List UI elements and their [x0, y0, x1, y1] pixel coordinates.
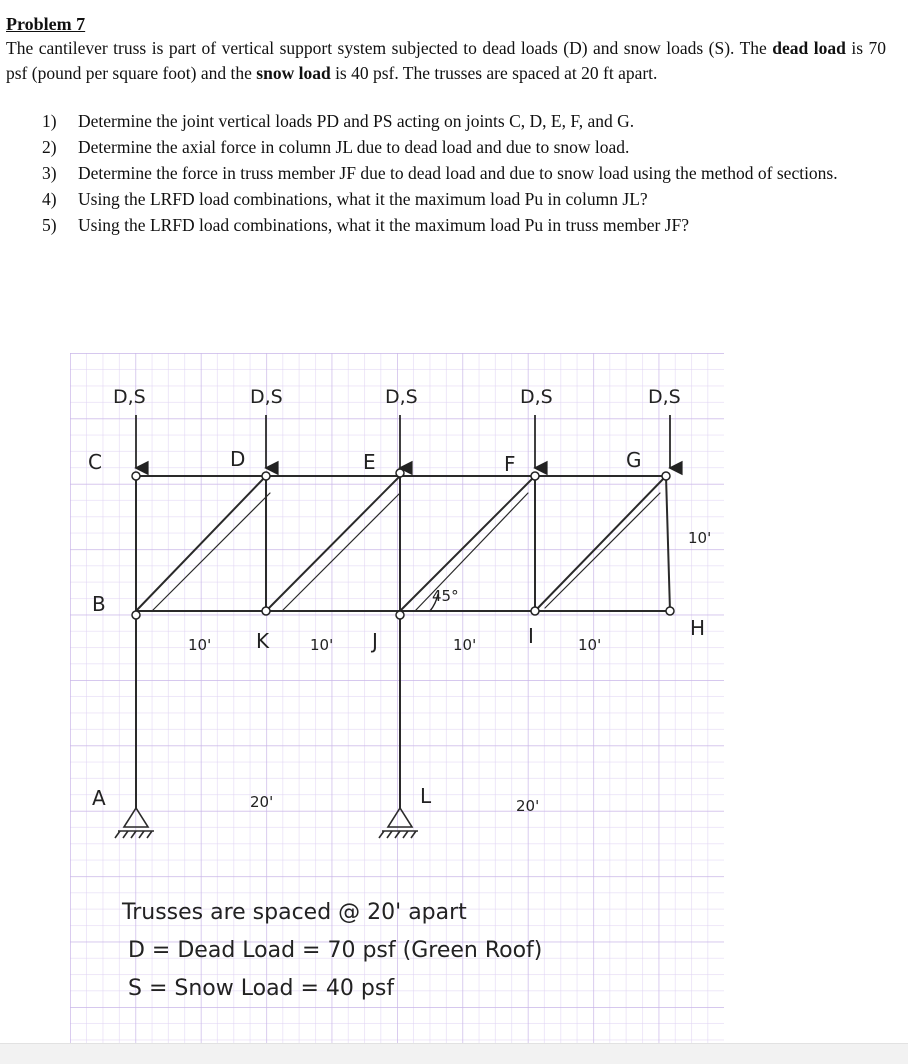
load-label-c: D,S [113, 386, 146, 408]
note-dead-load: D = Dead Load = 70 psf (Green Roof) [128, 938, 543, 963]
question-item: 4) Using the LRFD load combinations, what it the maximum load Pu in column JL? [42, 189, 648, 209]
joint-label-l: L [420, 784, 432, 808]
dim-ab-span: 20' [250, 793, 274, 811]
joint-label-b: B [92, 592, 106, 616]
joint-label-i: I [528, 624, 534, 648]
joint-label-c: C [88, 450, 102, 474]
truss-sketch [70, 353, 724, 1045]
load-label-f: D,S [520, 386, 553, 408]
question-list [6, 108, 886, 238]
dim-l-overhang: 20' [516, 797, 540, 815]
dim-gh: 10' [688, 529, 712, 547]
dim-ji: 10' [453, 636, 477, 654]
joint-label-e: E [363, 450, 376, 474]
bottom-bar [0, 1043, 908, 1064]
problem-title: Problem 7 [6, 14, 86, 34]
truss-figure [70, 353, 724, 1045]
joint-label-j: J [372, 629, 378, 653]
load-label-g: D,S [648, 386, 681, 408]
joint-label-d: D [230, 447, 246, 471]
joint-label-h: H [690, 616, 706, 640]
dim-kj: 10' [310, 636, 334, 654]
note-snow-load: S = Snow Load = 40 psf [128, 976, 395, 1001]
question-item: 5) Using the LRFD load combinations, what it the maximum load Pu in truss member JF? [42, 215, 689, 235]
joint-label-f: F [504, 452, 516, 476]
load-label-e: D,S [385, 386, 418, 408]
joint-label-k: K [256, 629, 270, 653]
note-spacing: Trusses are spaced @ 20' apart [122, 900, 467, 925]
problem-intro: The cantilever truss is part of vertical support system subjected to dead loads (D) and snow loads (S). The dead load is 70 psf (pound per square foot) and the snow load is 40 psf. The trusses are spaced at 20 ft apart. [6, 38, 886, 83]
load-label-d: D,S [250, 386, 283, 408]
angle-label: 45° [432, 587, 459, 605]
joint-label-g: G [626, 448, 642, 472]
question-item: 3) Determine the force in truss member JF due to dead load and due to snow load using the method of sections. [42, 163, 838, 183]
problem-text [6, 12, 886, 238]
question-item: 1) Determine the joint vertical loads PD and PS acting on joints C, D, E, F, and G. [42, 111, 635, 131]
question-item: 2) Determine the axial force in column JL due to dead load and due to snow load. [42, 137, 630, 157]
dim-ih: 10' [578, 636, 602, 654]
joint-label-a: A [92, 786, 106, 810]
dim-bk: 10' [188, 636, 212, 654]
